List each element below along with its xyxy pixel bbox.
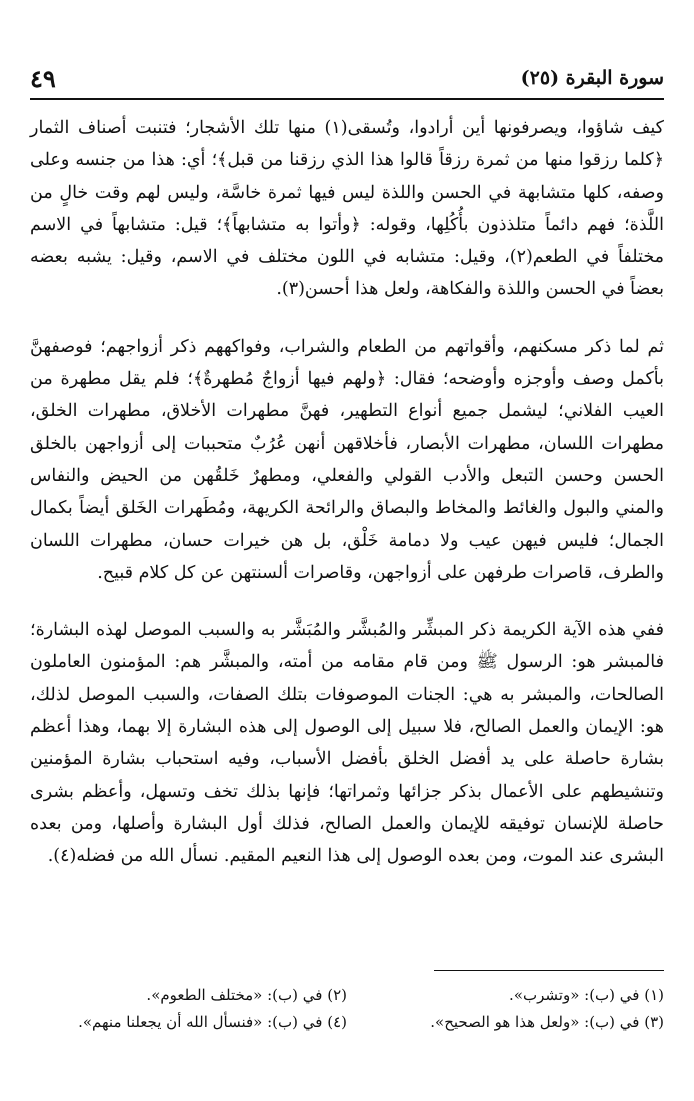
footnote-row	[30, 1009, 664, 1036]
footnote-4: (٤) في (ب): «فنسأل الله أن يجعلنا منهم».	[78, 1013, 347, 1031]
footnotes	[30, 982, 664, 1036]
footnote-2: (٢) في (ب): «مختلف الطعوم».	[146, 986, 347, 1004]
paragraph: ثم لما ذكر مسكنهم، وأقواتهم من الطعام والشراب، وفواكههم ذكر أزواجهم؛ فوصفهنَّ بأكمل وصف وأوجزه وأوضحه؛ فقال: ﴿ولهم فيها أزواجٌ مُطهرةٌ﴾؛ فلم يقل مطهرة من العيب الفلاني؛ ليشمل جميع أنواع التطهير، فهنَّ مطهرات الأخلاق، مطهرات الخلق، مطهرات اللسان، مطهرات الأبصار، فأخلاقهن أنهن عُرُبٌ متحببات إلى أزواجهن بالخلق الحسن وحسن التبعل والأدب القولي والفعلي، ومطهرٌ خَلقُهن من الحيض والنفاس والمني والبول والغائط والمخاط والبصاق والرائحة الكريهة، ومُطَهرات الخَلق أيضاً بكمال الجمال؛ فليس فيهن عيب ولا دمامة خَلْق، بل هن خيرات حسان، مطهرات اللسان والطرف، قاصرات طرفهن على أزواجهن، وقاصرات ألسنتهن عن كل كلام قبيح.	[30, 336, 664, 583]
footnote-1: (١) في (ب): «وتشرب».	[509, 986, 664, 1004]
paragraph: ففي هذه الآية الكريمة ذكر المبشِّر والمُبشَّر والمُبَشَّر به والسبب الموصل لهذه البشارة؛ فالمبشر هو: الرسول ﷺ ومن قام مقامه من أمته، والمبشَّر هم: المؤمنون العاملون الصالحات، والمبشر به هي: الجنات الموصوفات بتلك الصفات، والسبب الموصل لذلك، هو: الإيمان والعمل الصالح، فلا سبيل إلى الوصول إلى هذه البشارة إلا بهما، وهذا أعظم بشارة حاصلة على يد أفضل الخلق بأفضل الأسباب، وفيه استحباب بشارة المؤمنين وتنشيطهم على الأعمال بذكر جزائها وثمراتها؛ فإنها بذلك تخف وتسهل، وأعظم بشرى حاصلة للإنسان توفيقه للإيمان والعمل الصالح، فذلك أول البشارة وأصلها، ومن بعده البشرى عند الموت، ومن بعده الوصول إلى هذا النعيم المقيم. نسأل الله من فضله(٤).	[30, 620, 664, 867]
footnote-3: (٣) في (ب): «ولعل هذا هو الصحيح».	[430, 1013, 664, 1031]
main-text	[30, 112, 664, 873]
footnote-divider	[434, 970, 664, 971]
page-header	[30, 58, 664, 100]
paragraph: كيف شاؤوا، ويصرفونها أين أرادوا، وتُسقى(١) منها تلك الأشجار؛ فتنبت أصناف الثمار ﴿كلما رزقوا منها من ثمرة رزقاً قالوا هذا الذي رزقنا من قبل﴾؛ أي: هذا من جنسه وعلى وصفه، كلها متشابهة في الحسن واللذة ليس فيها ثمرة خاسَّة، وليس لهم وقت خالٍ من اللَّذة؛ فهم دائماً متلذذون بأُكُلِها، وقوله: ﴿وأتوا به متشابهاً﴾؛ قيل: متشابهاً في الاسم مختلفاً في الطعم(٢)، وقيل: متشابه في اللون مختلف في الاسم، وقيل: يشبه بعضه بعضاً في الحسن واللذة والفكاهة، ولعل هذا أحسن(٣).	[30, 118, 664, 300]
footnote-row	[30, 982, 664, 1009]
page-number: ٤٩	[30, 63, 56, 93]
running-title: سورة البقرة (٢٥)	[520, 67, 664, 89]
